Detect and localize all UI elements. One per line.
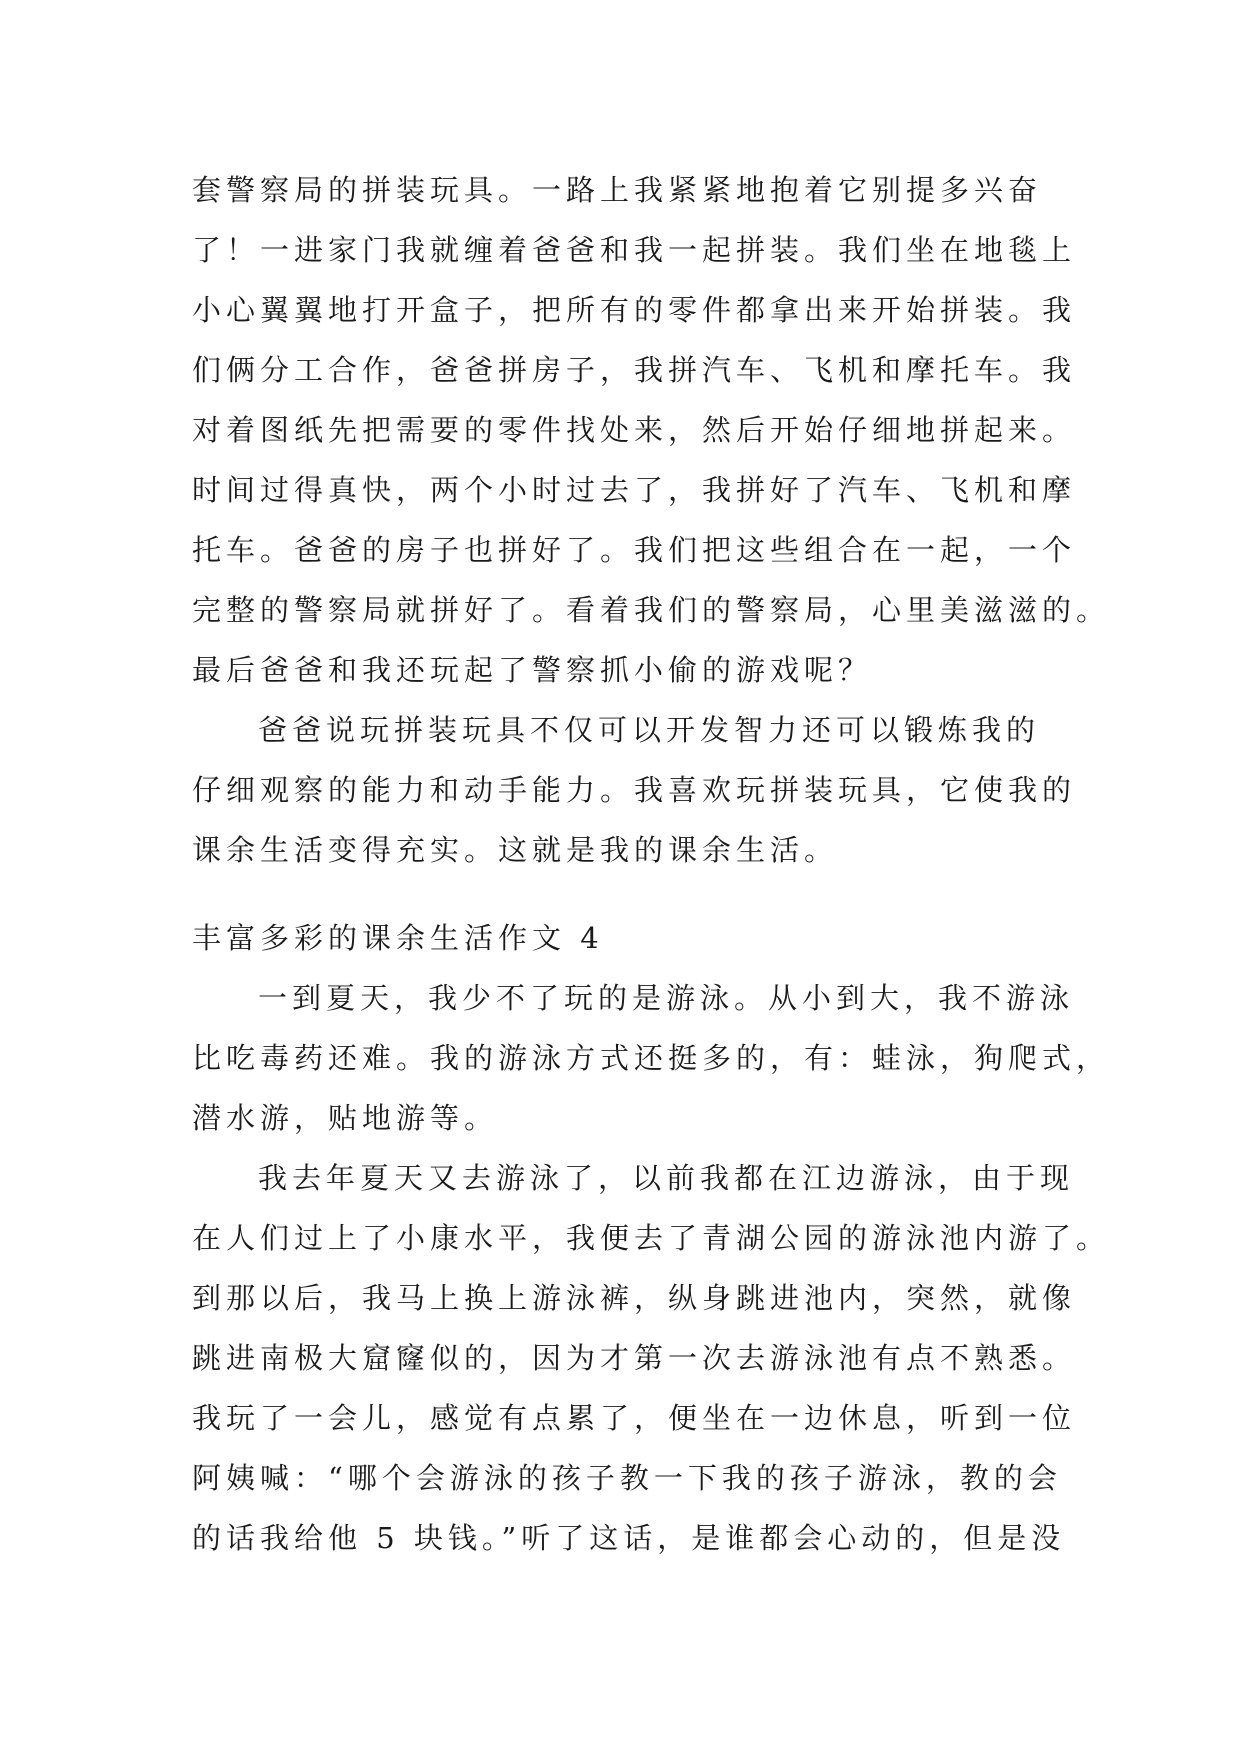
text-line: 了！一进家门我就缠着爸爸和我一起拼装。我们坐在地毯上 bbox=[192, 233, 1077, 267]
text-line: 阿姨喊：“哪个会游泳的孩子教一下我的孩子游泳，教的会 bbox=[192, 1461, 1062, 1495]
paragraph-swimming-pool bbox=[192, 1148, 1111, 1568]
text-line: 时间过得真快，两个小时过去了，我拼好了汽车、飞机和摩 bbox=[192, 473, 1077, 507]
text-line: 比吃毒药还难。我的游泳方式还挺多的，有：蛙泳，狗爬式， bbox=[192, 1041, 1111, 1075]
text-line: 爸爸说玩拼装玩具不仅可以开发智力还可以锻炼我的 bbox=[258, 713, 1041, 747]
text-line: 课余生活变得充实。这就是我的课余生活。 bbox=[192, 833, 839, 867]
paragraph-conclusion bbox=[192, 700, 1077, 880]
essay-4 bbox=[192, 908, 1111, 1568]
paragraph-assembly-toy bbox=[192, 160, 1111, 700]
text-line: 仔细观察的能力和动手能力。我喜欢玩拼装玩具，它使我的 bbox=[192, 773, 1077, 807]
text-line: 我去年夏天又去游泳了，以前我都在江边游泳，由于现 bbox=[258, 1161, 1075, 1195]
essay-continuation bbox=[192, 160, 1111, 880]
essay-title: 丰富多彩的课余生活作文 4 bbox=[192, 921, 604, 955]
text-line: 对着图纸先把需要的零件找处来，然后开始仔细地拼起来。 bbox=[192, 413, 1077, 447]
text-line: 们俩分工合作，爸爸拼房子，我拼汽车、飞机和摩托车。我 bbox=[192, 353, 1077, 387]
text-line: 的话我给他 5 块钱。”听了这话，是谁都会心动的，但是没 bbox=[192, 1521, 1066, 1555]
text-line: 小心翼翼地打开盒子，把所有的零件都拿出来开始拼装。我 bbox=[192, 293, 1077, 327]
text-line: 完整的警察局就拼好了。看着我们的警察局，心里美滋滋的。 bbox=[192, 593, 1111, 627]
text-line: 一到夏天，我少不了玩的是游泳。从小到大，我不游泳 bbox=[258, 981, 1075, 1015]
text-line: 跳进南极大窟窿似的，因为才第一次去游泳池有点不熟悉。 bbox=[192, 1341, 1077, 1375]
text-line: 我玩了一会儿，感觉有点累了，便坐在一边休息，听到一位 bbox=[192, 1401, 1077, 1435]
text-line: 最后爸爸和我还玩起了警察抓小偷的游戏呢？ bbox=[192, 653, 873, 687]
text-line: 套警察局的拼装玩具。一路上我紧紧地抱着它别提多兴奋 bbox=[192, 173, 1043, 207]
paragraph-swimming-intro bbox=[192, 968, 1111, 1148]
text-line: 到那以后，我马上换上游泳裤，纵身跳进池内，突然，就像 bbox=[192, 1281, 1077, 1315]
text-line: 托车。爸爸的房子也拼好了。我们把这些组合在一起，一个 bbox=[192, 533, 1077, 567]
text-line: 在人们过上了小康水平，我便去了青湖公园的游泳池内游了。 bbox=[192, 1221, 1111, 1255]
text-line: 潜水游，贴地游等。 bbox=[192, 1101, 499, 1135]
